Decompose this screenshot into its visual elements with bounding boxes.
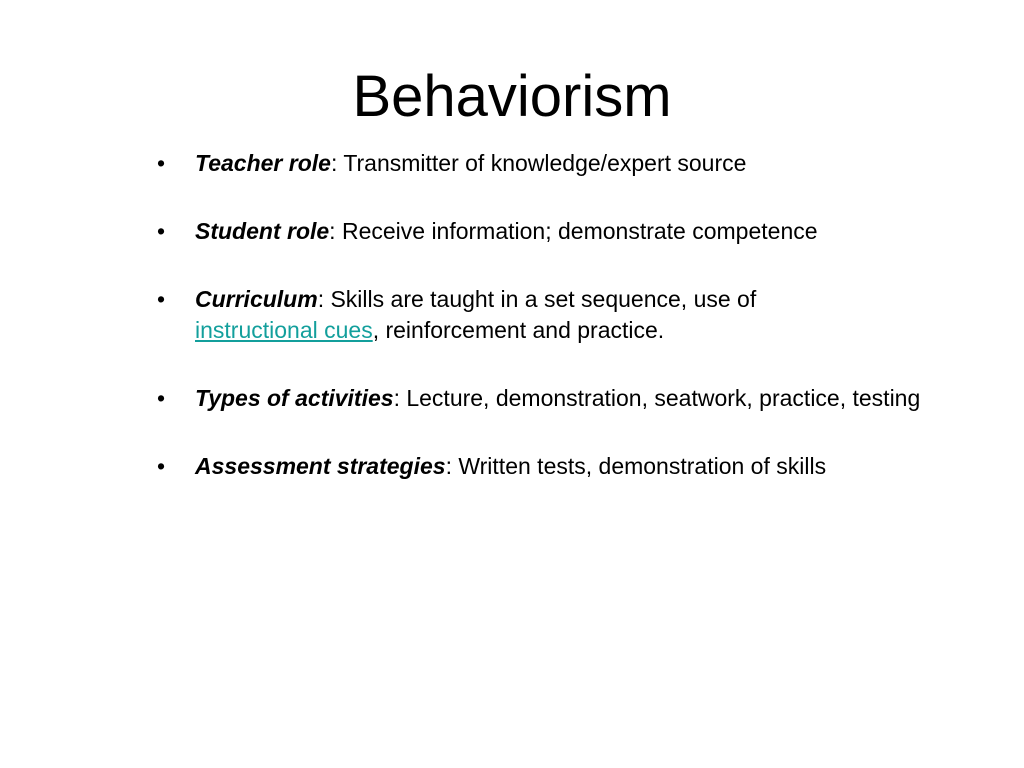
bullet-marker: • bbox=[156, 218, 166, 244]
bullet-term: Teacher role bbox=[195, 150, 331, 176]
bullet-text: Written tests, demonstration of skills bbox=[458, 453, 827, 479]
bullet-text: Transmitter of knowledge/expert source bbox=[343, 150, 747, 176]
bullet-text: Lecture, demonstration, seatwork, practice, testing bbox=[406, 385, 921, 411]
bullet-separator: : bbox=[317, 286, 331, 312]
bullet-term: Types of activities bbox=[195, 385, 394, 411]
bullet-text: Receive information; demonstrate competence bbox=[341, 218, 818, 244]
bullet-assessment-strategies bbox=[155, 451, 985, 482]
bullet-curriculum bbox=[155, 284, 985, 346]
bullet-separator: : bbox=[329, 218, 342, 244]
bullet-term: Curriculum bbox=[195, 286, 318, 312]
bullet-marker: • bbox=[156, 286, 166, 312]
instructional-cues-link[interactable]: instructional cues bbox=[195, 317, 373, 343]
bullet-term: Assessment strategies bbox=[195, 453, 446, 479]
bullet-text-after-link: , reinforcement and practice. bbox=[372, 317, 665, 343]
bullet-text: Skills are taught in a set sequence, use of bbox=[330, 286, 757, 312]
bullet-teacher-role bbox=[155, 148, 985, 179]
bullet-marker: • bbox=[156, 453, 166, 479]
bullet-separator: : bbox=[330, 150, 344, 176]
bullet-separator: : bbox=[393, 385, 407, 411]
slide-title: Behaviorism bbox=[352, 64, 672, 129]
bullet-separator: : bbox=[445, 453, 459, 479]
bullet-list bbox=[155, 148, 985, 519]
bullet-term: Student role bbox=[195, 218, 330, 244]
bullet-marker: • bbox=[156, 150, 166, 176]
bullet-student-role bbox=[155, 216, 985, 247]
bullet-types-of-activities bbox=[155, 383, 985, 414]
bullet-marker: • bbox=[156, 385, 166, 411]
